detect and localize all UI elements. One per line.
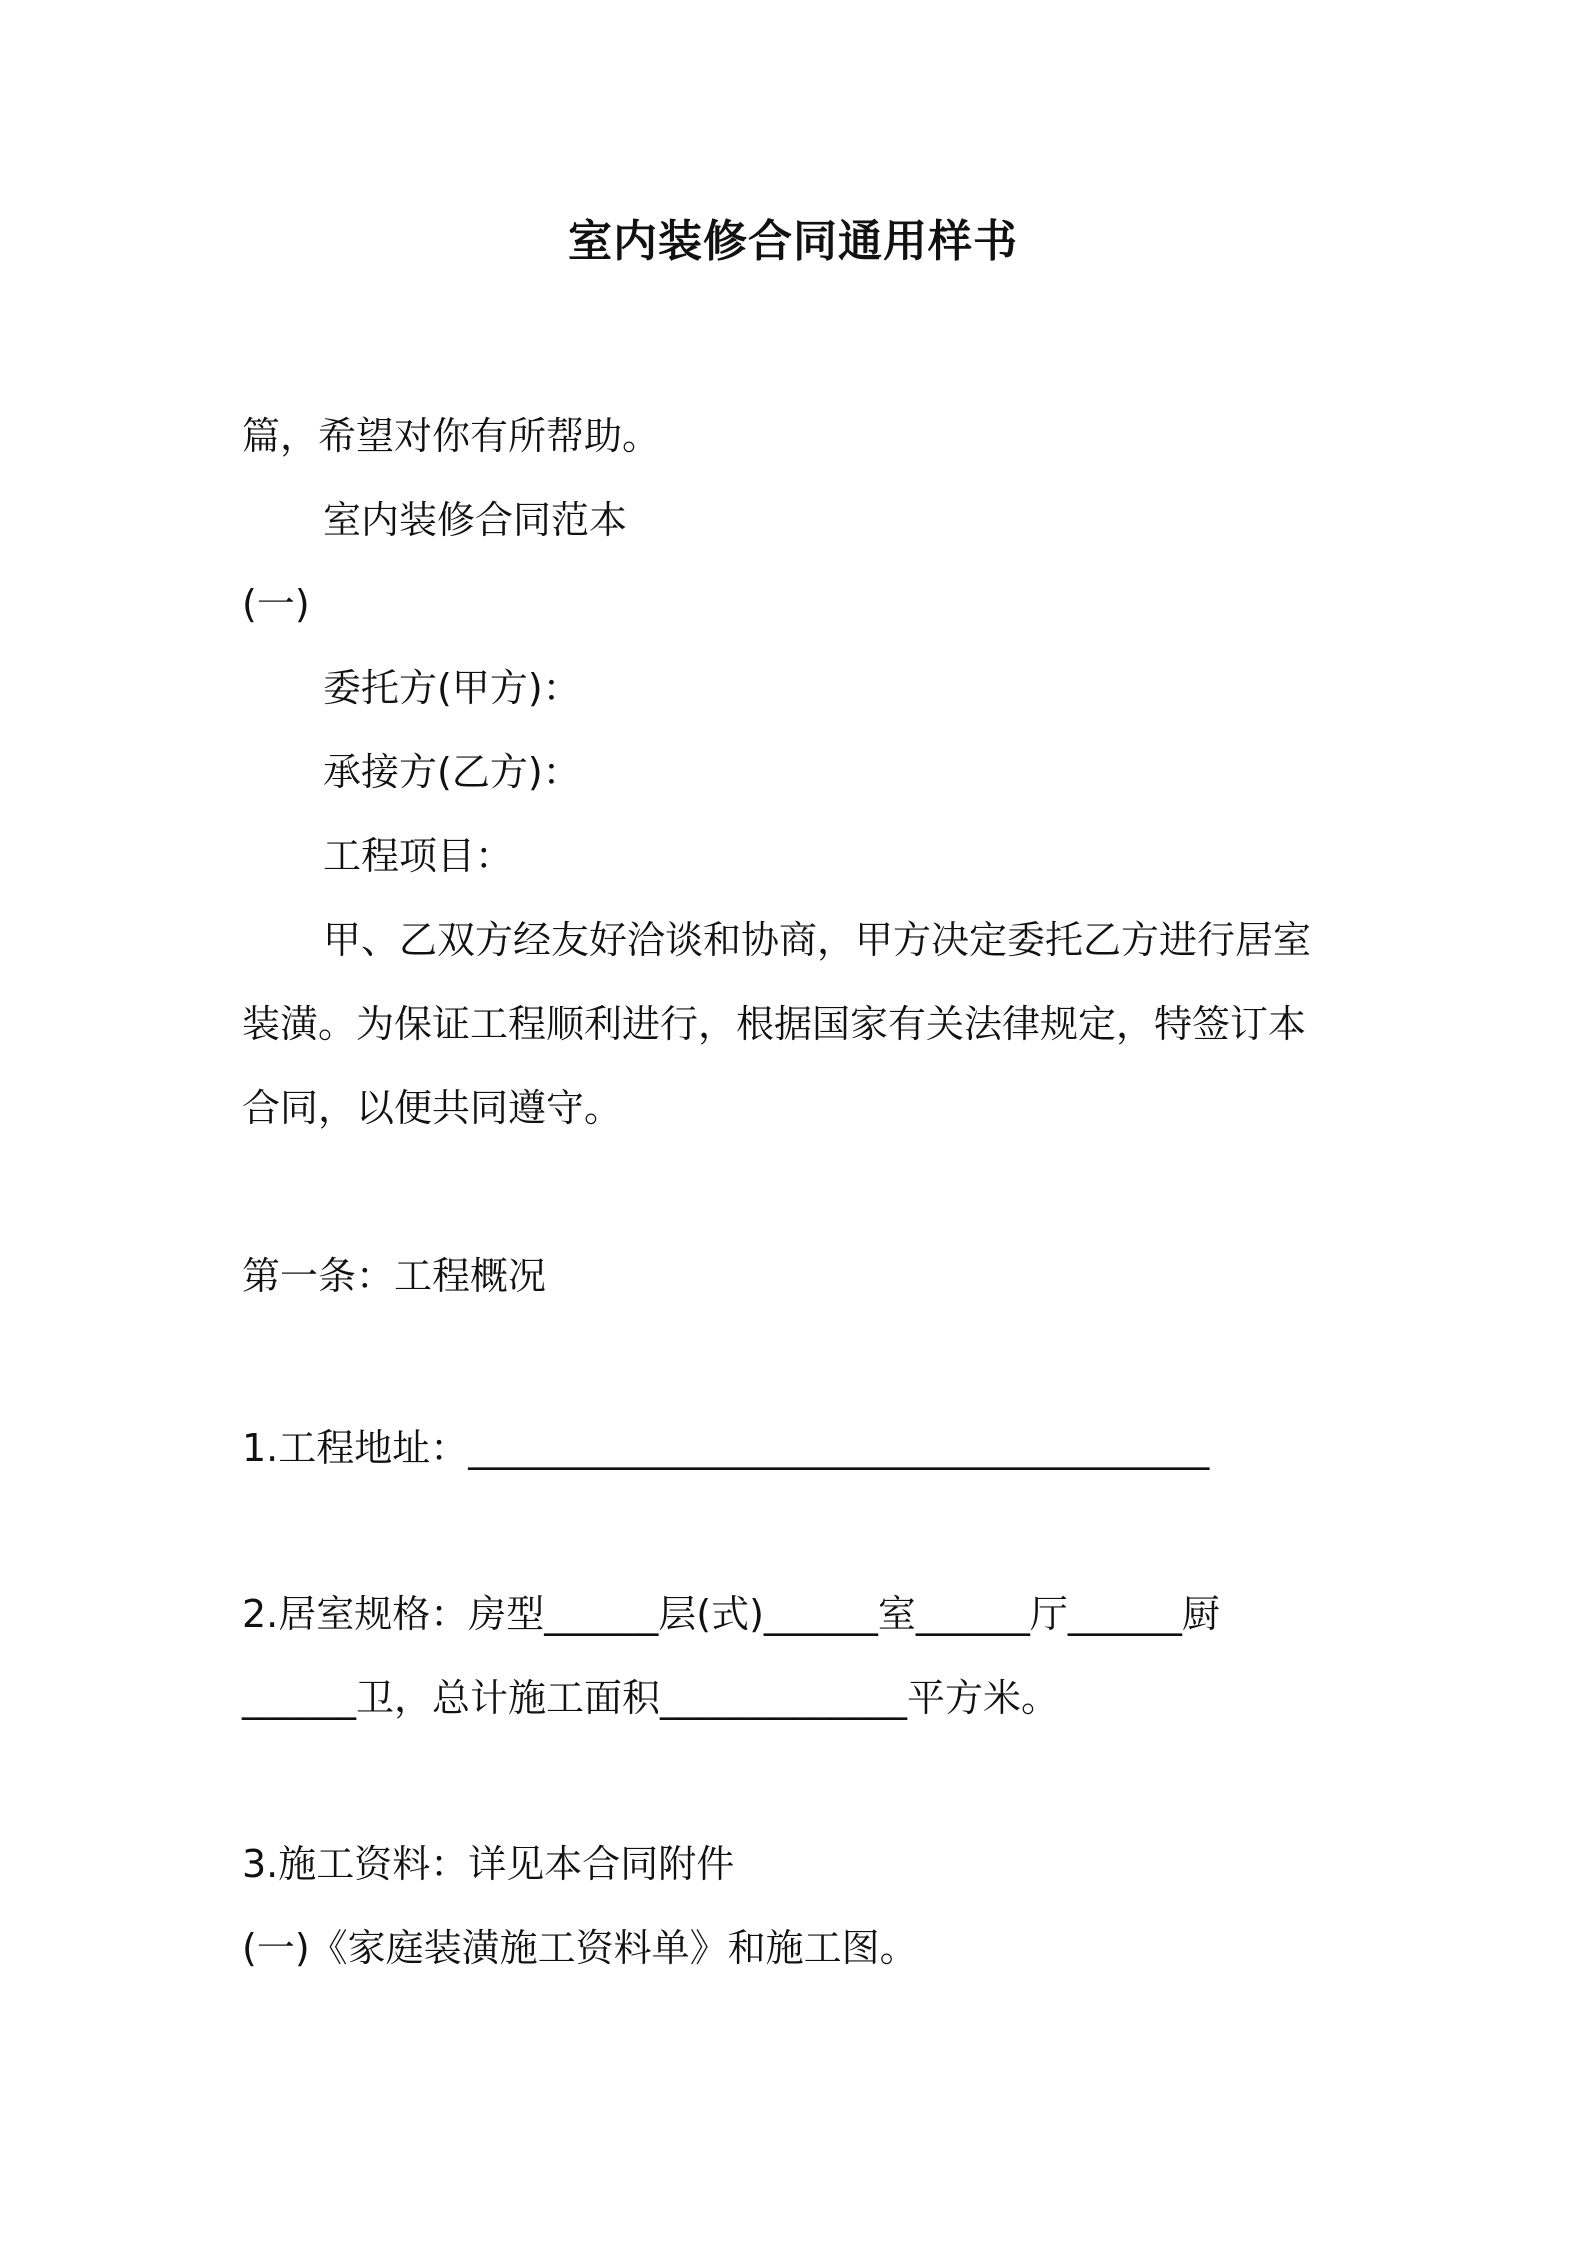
item-2-specs: 2.居室规格：房型______层(式)______室______厅______厨 (242, 1592, 1220, 1636)
article-1-heading: 第一条：工程概况 (242, 1254, 547, 1298)
section-mark: (一) (242, 582, 310, 626)
party-a-label: 委托方(甲方)： (323, 666, 581, 710)
party-b-label: 承接方(乙方)： (323, 750, 581, 794)
project-label: 工程项目： (323, 834, 514, 878)
item-2-specs: ______卫，总计施工面积_____________平方米。 (242, 1676, 1060, 1720)
item-3-materials: 3.施工资料：详见本合同附件 (242, 1842, 735, 1886)
contract-subtitle: 室内装修合同范本 (323, 498, 628, 542)
document-title: 室内装修合同通用样书 (568, 216, 1018, 267)
item-3-subitem: (一)《家庭装潢施工资料单》和施工图。 (242, 1926, 918, 1970)
item-1-address: 1.工程地址：_______________________________________ (242, 1426, 1210, 1470)
intro-text: 篇，希望对你有所帮助。 (242, 414, 661, 458)
preamble-line: 甲、乙双方经友好洽谈和协商，甲方决定委托乙方进行居室 (323, 918, 1312, 962)
preamble-line: 装潢。为保证工程顺利进行，根据国家有关法律规定，特签订本 (242, 1002, 1307, 1046)
preamble-line: 合同，以便共同遵守。 (242, 1086, 623, 1130)
